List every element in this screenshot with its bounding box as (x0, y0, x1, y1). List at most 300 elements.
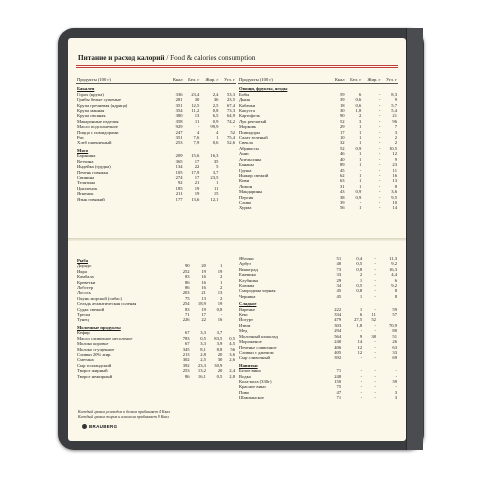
nutrient-value: - (378, 129, 381, 135)
nutrient-value: - (197, 124, 200, 130)
nutrient-value: 392 (182, 362, 190, 368)
nutrient-value: 73,3 (226, 108, 235, 114)
nutrient-value: 16,3 (210, 153, 219, 159)
nutrient-value: 479 (334, 317, 342, 323)
nutrient-value: 67 (184, 341, 190, 347)
nutrient-value: 11 (194, 118, 200, 124)
nutrient-value: - (374, 328, 376, 334)
nutrient-value: 1 (359, 172, 362, 178)
product-name: Изюм (239, 322, 251, 328)
nutrient-value: 2 (359, 113, 362, 119)
page-title (78, 54, 255, 62)
nutrient-value: - (374, 272, 376, 278)
nutrient-value: 783 (182, 335, 190, 341)
nutrient-value: 13 (201, 295, 206, 301)
nutrient-value: - (374, 256, 376, 261)
nutrient-value: 2,4 (229, 368, 235, 374)
nutrient-value: 1 (359, 129, 362, 135)
nutrient-value: 1,8 (355, 108, 362, 114)
nutrient-value: 33 (336, 272, 342, 278)
nutrient-value: 38 (339, 194, 345, 200)
note-line-1: Каждый грамм углеводов и белков прибавляет 4 Ккал (78, 409, 171, 414)
product-name: Сыр сливочный (239, 355, 271, 361)
nutrient-value: 67 (184, 330, 190, 336)
nutrient-value: - (378, 97, 381, 103)
nutrient-value: - (359, 167, 362, 173)
nutrient-value: 26 (392, 339, 397, 345)
nutrient-value: 18,9 (197, 301, 206, 307)
nutrient-value: 16 (217, 317, 223, 323)
nutrient-value: 4,5 (229, 341, 235, 347)
product-name: Мед (239, 328, 248, 334)
brand-mark-icon (82, 424, 87, 429)
product-name: Бананы (239, 162, 254, 168)
product-name: Творог жирный (77, 368, 108, 374)
product-name: Крупа гречневая (ядрица) (77, 102, 128, 108)
section-heading (238, 299, 398, 306)
nutrient-value: - (395, 384, 397, 390)
nutrient-value: - (378, 151, 381, 157)
nutrient-value: 2,5 (212, 102, 219, 108)
nutrient-value: 3,3 (200, 330, 206, 336)
nutrient-value: 11 (214, 185, 219, 191)
elastic-strap (406, 28, 423, 450)
product-name: Сметана (77, 357, 94, 363)
nutrient-value: - (378, 205, 381, 211)
nutrient-value: 23 (392, 162, 397, 168)
nutrient-value: 29 (339, 124, 345, 130)
nutrient-value: 71 (336, 395, 342, 401)
nutrient-value: - (374, 283, 376, 289)
nutrient-value: 226 (182, 317, 190, 323)
nutrient-value: 14 (357, 339, 363, 345)
product-name: Лобстер (77, 285, 94, 291)
nutrient-value: 52 (230, 129, 235, 135)
nutrient-value: 30 (339, 108, 345, 114)
product-name: Крупа овсяная (77, 113, 106, 119)
nutrient-value: 253 (182, 368, 190, 374)
product-name: Ягненок (77, 191, 94, 197)
nutrient-value: 15,6 (191, 153, 200, 159)
nutrient-value: 19 (201, 268, 206, 274)
product-name: Апельсины (239, 156, 262, 162)
nutrient-value: 336 (175, 91, 183, 97)
nutrient-value: 0,8 (356, 288, 363, 294)
product-name: Черника (239, 293, 256, 299)
nutrient-value: 248 (334, 373, 342, 379)
product-name: Инжир свежий (239, 172, 269, 178)
nutrient-value: 32 (339, 140, 345, 146)
nutrient-value: 406 (334, 344, 342, 350)
nutrient-value: 12,5 (191, 102, 200, 108)
nutrient-value: 33 (392, 349, 397, 355)
nutrient-value: 17 (201, 312, 206, 318)
nutrient-value: - (374, 344, 376, 350)
planner-page (68, 38, 406, 441)
nutrient-value: 213 (182, 351, 190, 357)
nutrient-value: 9 (359, 333, 363, 339)
nutrient-value: 14 (392, 205, 397, 211)
nutrient-value: 1 (359, 277, 363, 283)
nutrient-value: 16,1 (197, 373, 206, 379)
product-name: Свекла (239, 140, 253, 146)
nutrient-value: 1,8 (356, 322, 363, 328)
product-name: Баранина (77, 153, 96, 159)
nutrient-value: 62 (339, 172, 345, 178)
nutrient-value: 75 (184, 295, 190, 301)
nutrient-value: - (360, 355, 363, 361)
nutrient-value: 23,5 (226, 97, 235, 103)
nutrient-value: 83,5 (214, 335, 223, 341)
product-name: Икра (77, 268, 87, 274)
nutrient-value: 19 (217, 268, 223, 274)
product-name: Белое вино (239, 368, 261, 374)
product-name: Морковь (239, 124, 257, 130)
nutrient-value: - (378, 102, 381, 108)
nutrient-value: 6 (394, 277, 397, 283)
nutrient-value: 75 (336, 384, 342, 390)
product-name: Пиво (239, 389, 250, 395)
product-name: Абрикосы (239, 145, 259, 151)
table-row (76, 374, 236, 379)
nutrient-value: 274 (175, 174, 183, 180)
nutrient-value: 16 (201, 285, 206, 291)
nutrient-value: 1 (359, 151, 362, 157)
product-name: Виноград (239, 266, 258, 272)
nutrient-value: - (374, 378, 376, 384)
product-name: Печенье сливочное (239, 344, 277, 350)
note-line-2: Каждый грамм жиров и алкоголя прибавляет 9 Ккал (78, 413, 169, 419)
column-header: Бел. г (184, 77, 201, 84)
nutrient-value: - (395, 373, 397, 379)
product-name: Лимон (239, 183, 253, 189)
nutrient-value: 17 (339, 129, 345, 135)
nutrient-value: 9 (394, 97, 397, 103)
section-heading (238, 84, 398, 92)
nutrient-value: 6 (359, 91, 362, 97)
nutrient-value: 0,4 (356, 256, 363, 261)
nutrient-value: 10 (339, 135, 345, 141)
nutrient-value: 52 (371, 317, 376, 323)
nutrient-value: - (360, 389, 363, 395)
column-header: Угл. г (381, 77, 398, 84)
nutrient-value: 8,3 (391, 91, 397, 97)
nutrient-value: 2 (220, 274, 223, 280)
nutrient-value: 351 (175, 135, 183, 141)
nutrient-value: 11 (371, 312, 376, 318)
product-name: Креветки (77, 279, 96, 285)
nutrient-value: - (360, 378, 363, 384)
nutrient-value: - (374, 355, 376, 361)
nutrient-value: 252 (182, 268, 190, 274)
table-header-row (238, 77, 398, 84)
nutrient-value: 8 (394, 288, 397, 294)
product-name: Клюква (239, 283, 255, 289)
nutrient-value: 46 (339, 151, 345, 157)
nutrient-value: 2,6 (229, 357, 235, 363)
nutrient-value: - (360, 395, 363, 401)
nutrient-value: 2 (359, 272, 363, 278)
nutrient-value: 86 (184, 285, 190, 291)
column-header: Продукты (100 г) (76, 77, 169, 84)
product-name: Бобы (239, 91, 250, 97)
nutrient-value (219, 197, 236, 202)
nutrient-value: 1 (359, 140, 362, 146)
nutrient-value: 71 (184, 312, 190, 318)
product-name: Сельдь атлантическая соленая (77, 301, 137, 307)
product-name: Лук репчатый (239, 118, 267, 124)
product-name: Слива (239, 199, 251, 205)
product-name: Печень говяжья (77, 169, 108, 175)
brand-name: BRAUBERG (89, 424, 118, 429)
nutrient-value: 6,5 (212, 113, 219, 119)
nutrient-value: 405 (334, 349, 342, 355)
nutrient-value: 10 (392, 199, 397, 205)
product-name: Хурма (239, 205, 252, 211)
nutrient-value: 4 (197, 129, 200, 135)
nutrient-value: 17 (194, 174, 200, 180)
nutrient-value: 2,5 (200, 357, 206, 363)
nutrient-value: 211 (175, 191, 183, 197)
nutrient-value: 10,5 (388, 145, 397, 151)
product-name: Сливки с джемом (239, 349, 274, 355)
nutrient-value: 35 (213, 158, 219, 164)
nutrient-value: 0,9 (212, 118, 219, 124)
product-name: Масло сливочное несоленое (77, 335, 133, 341)
nutrient-value: 5,7 (391, 102, 397, 108)
nutrient-value: 392 (334, 355, 342, 361)
nutrient-value: 929 (175, 124, 183, 130)
nutrient-value: 56 (339, 205, 345, 211)
table-row (238, 205, 398, 210)
column-header: Жир. г (200, 77, 219, 84)
nutrient-value: 564 (334, 333, 342, 339)
nutrient-value: 9,2 (391, 261, 397, 267)
nutrient-value: 1 (359, 306, 363, 312)
nutrient-value: 75,4 (226, 135, 235, 141)
nutrient-value: 3,6 (229, 351, 235, 357)
title-main: Питание и расход калорий (78, 54, 165, 62)
nutrient-value: 0,8 (356, 266, 363, 272)
nutrient-value: 5,4 (391, 108, 397, 114)
nutrient-value: 6 (359, 312, 363, 318)
nutrient-value: 2 (220, 295, 223, 301)
nutrient-value: - (374, 395, 376, 401)
column-header: Угл. г (219, 77, 236, 84)
product-name: Мороженое (239, 339, 262, 345)
product-name: Красное вино (239, 384, 266, 390)
product-name: Водка (239, 373, 251, 379)
product-name: Арбуз (239, 261, 251, 267)
product-name: Дорадо (77, 263, 92, 269)
nutrient-value: 9 (394, 156, 397, 162)
nutrient-value: 1 (359, 293, 363, 299)
nutrient-value: 253 (175, 140, 183, 146)
nutrient-value: 209 (175, 153, 183, 159)
nutrient-value: - (374, 373, 376, 379)
nutrient-value: 8,8 (216, 346, 223, 352)
nutrient-value: 22 (194, 164, 200, 170)
nutrient-value: 1 (359, 124, 362, 130)
nutrient-value: 0,5 (216, 373, 223, 379)
nutrient-value: 203 (182, 290, 190, 296)
product-name: Капуста (239, 108, 255, 114)
product-name: Кола-кола (330г) (239, 378, 272, 384)
nutrient-value: 11,3 (389, 256, 397, 261)
nutrient-value: 34 (336, 283, 342, 289)
nutrient-value: 0,5 (229, 335, 235, 341)
column-header: Ккал (331, 77, 346, 84)
product-name: Крупа манная (77, 108, 105, 114)
nutrient-value: 7,9 (193, 140, 200, 146)
product-name: Цыпленок (77, 185, 98, 191)
product-name: Ветчина (77, 158, 94, 164)
nutrient-value: 45 (339, 167, 345, 173)
nutrient-value: 47 (336, 389, 342, 395)
nutrient-value: 53,3 (226, 91, 235, 97)
nutrient-value: 12 (392, 151, 397, 157)
section-title: Рыба (77, 258, 88, 263)
nutrient-value: 23,5 (210, 174, 219, 180)
nutrient-value: 1 (220, 279, 223, 285)
nutrient-value: 0,5 (200, 335, 206, 341)
nutrient-value: 69 (392, 355, 397, 361)
product-name: Масло подсолнечное (77, 124, 118, 130)
nutrient-value: 22 (201, 317, 206, 323)
nutrient-value: - (378, 124, 381, 130)
nutrient-value: - (220, 312, 223, 318)
nutrient-value: 64,9 (226, 113, 235, 119)
nutrient-value: 150 (334, 378, 342, 384)
section-heading (76, 256, 236, 263)
nutrient-value: 1 (220, 263, 223, 269)
table-right-bottom (238, 256, 398, 401)
nutrient-value: 19 (194, 191, 200, 197)
nutrient-value: 0,9 (355, 145, 362, 151)
section-heading (76, 323, 236, 330)
nutrient-value: 7,6 (193, 135, 200, 141)
section-title: Сладкое (239, 301, 257, 307)
nutrient-value: 86 (184, 279, 190, 285)
nutrient-value: 1 (359, 205, 362, 211)
nutrient-value: 4,4 (391, 272, 397, 278)
nutrient-value: 0,9 (355, 189, 362, 195)
nutrient-value: 63 (339, 178, 345, 184)
nutrient-value: - (395, 368, 397, 374)
nutrient-value: 254 (182, 301, 190, 307)
nutrient-value: 247 (175, 129, 183, 135)
product-name: Телятина (77, 180, 96, 186)
nutrient-value: 0,5 (356, 283, 363, 289)
section-title: Бакалея (77, 86, 95, 92)
nutrient-value: - (378, 189, 381, 195)
product-name: Молоко сгущенное (77, 346, 115, 352)
nutrient-value: 20 (217, 351, 223, 357)
nutrient-value: - (374, 368, 376, 374)
calorie-note (78, 410, 170, 419)
column-header: Бел. г (346, 77, 363, 84)
product-name: Сыр голландский (77, 362, 112, 368)
column-header: Ккал (169, 77, 184, 84)
nutrient-value: - (360, 384, 363, 390)
product-name: Йогурт (239, 317, 254, 323)
nutrient-value: 16 (392, 172, 397, 178)
nutrient-value: 51 (392, 333, 397, 339)
nutrient-value: 185 (175, 185, 183, 191)
product-name: Индейка (грудка) (77, 164, 111, 170)
nutrient-value: 67,4 (226, 102, 235, 108)
nutrient-value: 39 (392, 378, 397, 384)
nutrient-value: - (233, 124, 235, 130)
nutrient-value: 59 (392, 306, 397, 312)
nutrient-value: 7 (394, 124, 397, 130)
nutrient-value: 83 (184, 274, 190, 280)
nutrient-value: 30 (217, 357, 223, 363)
nutrient-value: - (378, 167, 381, 173)
column-header: Жир. г (362, 77, 381, 84)
nutrient-value: 27,5 (354, 317, 363, 323)
nutrient-value: 19 (201, 306, 206, 312)
section-title: Молочные продукты (77, 324, 121, 330)
nutrient-value: - (378, 199, 381, 205)
nutrient-value: 52,6 (226, 140, 235, 146)
nutrient-value: 18 (339, 102, 345, 108)
nutrient-value: - (374, 266, 376, 272)
column-header: Продукты (100 г) (238, 77, 331, 84)
nutrient-value: 73 (336, 266, 342, 272)
section-title: Овощи, фрукты, ягоды (239, 86, 288, 92)
product-name: Судак свежий (77, 306, 105, 312)
product-name: Язык говяжий (77, 196, 105, 202)
nutrient-value: 354 (175, 108, 183, 114)
nutrient-value: 177 (175, 196, 183, 202)
nutrient-value: 16 (201, 274, 206, 280)
product-name: Лосось (77, 290, 91, 296)
nutrient-value: - (374, 349, 376, 355)
nutrient-value: 294 (334, 328, 342, 334)
nutrient-value: 1 (216, 135, 219, 141)
nutrient-value: 45 (336, 288, 342, 294)
nutrient-value: 36 (213, 97, 219, 103)
nutrient-value: - (378, 140, 381, 146)
nutrient-value: - (378, 194, 381, 200)
nutrient-value: 74,2 (226, 118, 235, 124)
nutrient-value: - (374, 384, 376, 390)
nutrient-value: - (378, 91, 381, 97)
nutrient-value: 3,3 (200, 341, 206, 347)
nutrient-value: 3 (394, 129, 397, 135)
product-name: Картофель (239, 113, 260, 119)
product-name: Хлеб пшеничный (77, 140, 112, 146)
nutrient-value: - (378, 162, 381, 168)
table-header-row (76, 77, 236, 84)
product-name: Ежевика (239, 272, 256, 278)
nutrient-value: - (374, 288, 376, 294)
nutrient-value: - (374, 261, 376, 267)
product-name: Творог нежирный (77, 373, 113, 379)
section-title: Мясо (77, 147, 89, 153)
nutrient-value: 3 (359, 118, 362, 124)
nutrient-value: 358 (175, 118, 183, 124)
product-name: Киви (239, 178, 250, 184)
nutrient-value: 51 (336, 256, 342, 261)
nutrient-value: - (374, 277, 376, 283)
nutrient-value: 21 (392, 113, 397, 119)
nutrient-value: 2,4 (212, 91, 219, 97)
product-name: Смородина черная (239, 288, 276, 294)
nutrient-value: 8,1 (200, 346, 206, 352)
nutrient-value: 0,8 (212, 108, 219, 114)
